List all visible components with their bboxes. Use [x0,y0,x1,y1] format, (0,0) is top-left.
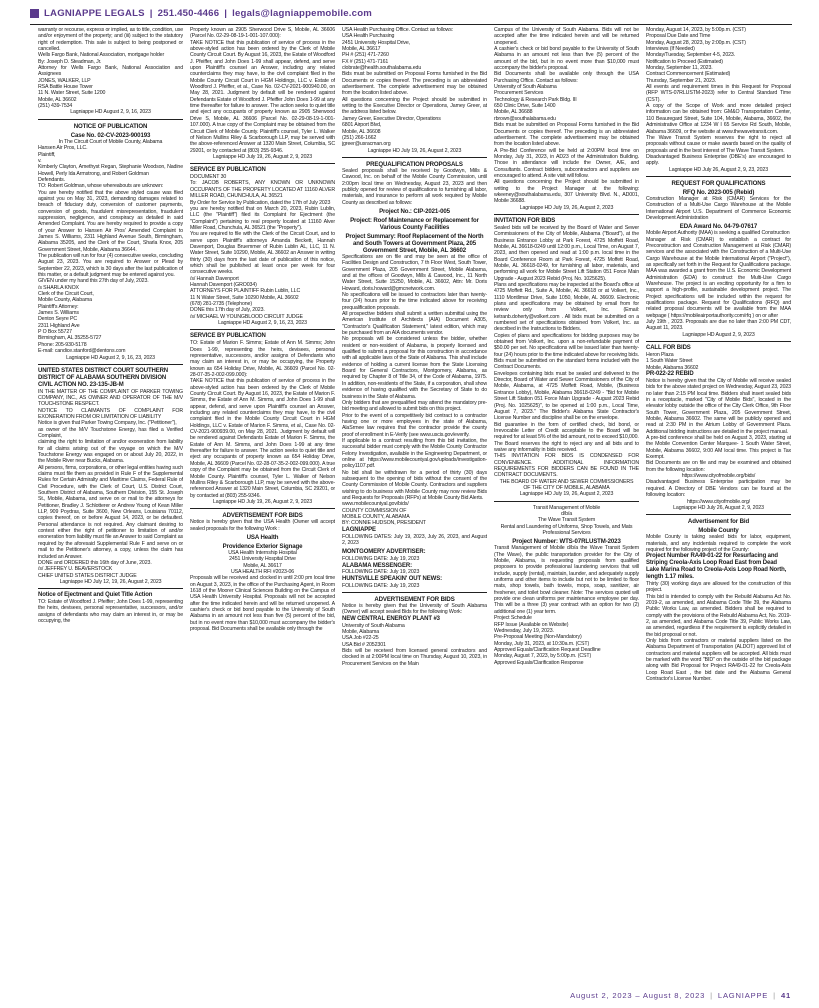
notice-divider [646,176,791,177]
notice-divider [190,508,335,509]
notice-text-centered: In The Circuit Court of Mobile County, Alabama [58,138,163,145]
notice-heading: LAGNIAPPE [342,526,376,533]
notice-heading: Mobile County [698,527,739,535]
notice-text: All persons, firms, corporations, or other legal entities having such claims must file them as provided in Rule F of the Supplemental Rules for Certain Admiralty and Maritime Claims, Federal Rule of Civil Procedure, with the Clerk of Court, U.S. District Court, Southern District of Alabama, Southern Division, 155 St. Joseph St., Mobile, Alabama, and serve on or mail to the attorneys for Petitioner, Bradley J. Schlotterer or Andrew Young of Kean Miller LLP, 909 Poydras, Suite 3600, New Orleans, Louisiana 70112, copies thereof, on or before August 14, 2023, or be defaulted. Personal attendance is not required. Any claimant desiring to contest either the right of petitioner to limitation of and/or exoneration from liability must file an Answer to said Complaint as required by the aforesaid Supplemental Rule F and serve on or mail to the Petitioner's attorney, a copy, unless the claim has included an Answer. [38,464,183,560]
notice-text: Phone: 205-930-5178 [38,341,87,348]
notice-heading: PREQUALIFICATION PROPOSALS [366,160,463,168]
header-email[interactable]: legals@lagniappemobile.com [232,7,372,19]
publication-dates: Lagniappe HD July 19, 26, August 2, 2023 [519,491,614,498]
notice-text: P O Box 55727 [38,329,72,336]
notice-text-centered: USA Health Internship Hospital [228,549,297,556]
notice-text: Notice is given that Parker Towing Company, Inc. ("Petitioner"), [38,420,177,427]
notice-text: Disadvantaged Business Enterprise (DBE's) are encouraged to apply. [646,153,791,167]
notice-text: Bid guarantee in the form of certified check, bid bond, or Irrevocable Letter of Credit acceptable to the Board will be required for at least 5% of the bid amount, not to exceed $10,000. [494,421,639,441]
notice-text: Procurement Services [494,90,544,97]
notice-text: Birmingham, AL 35255-5727 [38,335,102,342]
notice-text: Mobile Airport Authority (MAA) is seeking a qualified Construction [646,230,790,237]
notice-text: Mobile, Alabama 36602 [646,364,699,371]
notice-text: Mobile, AL 36608 [342,128,381,135]
publication-dates: Lagniappe HD July 19, 26, August 2, 9, 2023 [212,498,313,505]
notice-text: RFP Issue (Available on Website) [494,621,569,628]
notice-text: TAKE NOTICE that this publication of service of process in the above-styled action has been ordered by the Clerk of Mobile County Circuit Court. By August 16, 2023, the Estate of Woodford J. Pfeiffer, and John Does 1-99 shall appear, defend, and serve upon Plaintiff's counsel an Answer, including any related counterclaims they may have, to the civil complaint filed in the Mobile County Circuit Court in HGM Holdings, LLC v. Estate of Woodford J. Pfeiffer, et al., Case No. 02-CV-2021-900940.00, on May 28, 2021. Judgment by default will be rendered against Defendants Estate of Woodford J. Pfeiffer John Does 1-99 at any time thereafter for failure to answer. The action seeks to quiet title and eject any occupants of property known as 2905 Sherwood Drive S, Mobile, AL 36606 (Parcel No. 02-29-08-19-1-001-107.000). A true copy of the Complaint may be obtained from the Circuit Clerk of Mobile County. Plaintiff's counsel, Tyler L. Walker of Nelson Mullins Riley & Scarborough LLP, may be served with the above-referenced Answer at 1320 Main Street, Columbia, SC 29201, or by contacted at (803) 255-9346. [190,39,335,154]
notice-text: Contract Commencement (Estimated) [646,71,731,78]
notice-text-centered: Rental and Laundering of Uniforms, Shop Towels, and Mats Professional Services [500,523,633,537]
notice-text: A Pre-Bid Conference will be held at 2:00PM local time on Monday, July 31, 2023, in AD23 of the Administration Building. Those in attendance will include the Owner, A/E, and Consultants. Contract bidders, subcontractors and suppliers are encouraged to attend. A site visit will follow. [494,147,639,179]
header-separator: | [149,7,153,19]
notice-divider [190,163,335,164]
notice-divider [646,341,791,342]
notice-text: Mobile, AL 36602 [38,96,77,103]
publication-dates: Lagniappe HD July 19, 26, August 2, 2023 [367,147,462,154]
notice-text: University of South Alabama [494,84,557,91]
notice-text: All prospective bidders shall submit a written submittal using the American Institute of Architects (AIA) Document A305, "Contractor's Qualification Statement," latest edition, which may be purchased from an AIA documents vendor. [342,311,487,337]
notice-text: Kimberly Clayton, Amethyst Regan, Stephanie Woodson, Nadine Howell, Perly Ida Armstrong, and Robert Goldman [38,164,183,177]
footer-dates: August 2, 2023 – August 8, 2023 [570,990,706,1000]
notice-text: TAKE NOTICE that this publication of service of process in the above-styled action has been ordered by the Clerk of Mobile County Circuit Court. By August 16, 2023, the Estate of Marion F. Simms, the Estate of Ann M. Simms, and John Does 1-99 shall appear, defend, and serve upon Plaintiff's counsel an Answer, including any related counterclaims they may have, to the civil complaint filed in the Mobile County Circuit Court in HGM Holdings, LLC v. Estate of Marion F. Simms, et al., Case No. 02-CV-2021-900939.00, on May 28, 2021. Judgment by default will be rendered against Defendants Estate of Marion F. Simms, the Estate of Ann M. Simms, and John Does 1-99 at any time thereafter for failure to answer. The action seeks to quiet title and eject any occupants of property known as 654 Holiday Drive, Mobile, AL 36609 (Parcel No. 02-28-07-35-2-002-099.000). A true copy of the Complaint may be obtained from the Circuit Clerk of Mobile County. Plaintiff's counsel, Tyler L. Walker of Nelson Mullins Riley & Scarborough LLP, may be served with the above-referenced Answer at 1320 Main Street, Columbia, SC 29201, or by contacted at (803) 255-9346. [190,378,335,499]
notice-heading: ADVERTISEMENT FOR BIDS [374,596,455,604]
notice-text: Approved Equals/Clarification Response [494,659,584,666]
notice-text: DONE this 17th day of July, 2023. [190,307,265,314]
notice-text: 650 Clinic Drive, Suite 1400 [494,103,556,110]
publication-dates: Lagniappe HD August 2, 9, 16, 2023 [70,109,151,116]
notice-text: Proposal Due Date and Time [646,33,711,40]
notice-text: jgreer@usracman.org [342,141,391,148]
notice-heading: Project Number RA49-01-22 for Resurfacing and Striping Creola-Axis Loop Road East from Dead Lake Marina Road to Creola-Axis Loop Road North, length 1.17 miles. [646,553,787,580]
notice-text: You are hereby notified that the above styled cause was filed against you on May 31, 2023, demanding damages related to breach of fiduciary duty, conversion of customer payments, conversion of goods, fraudulent misrepresentation, fraudulent suppression, negligence, and conspiracy as detailed in said Amended Complaint. You are hereby required to provide a copy of your Answer to Hansen Air Pros' Amended Complaint to James S. Williams, 2311 Highland Avenue South, Birmingham, Alabama 35205, and the Clerk of the Court, Sharla Knox, 205 Government Street, Mobile, Alabama 36644. [38,189,183,253]
notice-heading: MONTGOMERY ADVERTISER: [342,549,426,556]
notice-text: No specifications will be issued to contractors later than twenty-four (24) hours prior to the time indicated above for receiving prequalification proposals. [342,292,487,311]
notice-text: Project Schedule [494,615,532,622]
notice-text: No bid shall be withdrawn for a period of thirty (30) days subsequent to the opening of bids without the consent of the County Commission of Mobile County. Contractors and suppliers wishing to do business with Mobile County may now review Bids and Requests for Proposals (RFPs) at Mobile County Bid Alerts. [342,469,487,501]
notice-text: Defendants. [38,176,65,183]
notice-heading: Providence Exterior Signage [222,542,303,550]
notice-text: You are required to file with the Clerk of the Circuit Court, and to serve upon Plaintiff's attorneys Amanda Beckett, Hannah Davenport, Douglas Bruemmer of Rubin Lublin AL, LLC, 11 N. Water Street, Suite 10290, Mobile, AL 36602 an Answer in writing thirty (30) days from the last date of publication of this notice, which shall be published at least once per week for four consecutive weeks. [190,231,335,276]
publication-dates: Lagniappe HD August 2, 9, 16, 23, 2023 [66,354,155,361]
notice-heading: Notice of Ejectment and Quiet Title Action [38,592,153,599]
notice-text: Only bidders that are prequalified may attend the mandatory pre-bid meeting and allowed to submit bids on this project. [342,399,487,413]
notice-text: By Order for Service by Publication, dated the 17th of July 2023 [190,199,331,206]
notice-text-centered: USA HEALTH RFI #2023-06 [230,568,295,575]
notice-text: 2451 University Hospital Drive, [342,39,411,46]
notice-text: Bids must be submitted on Proposal Forms furnished in the Bid Documents or copies thereof. The preceding is an abbreviated advertisement. The complete advertisement may be obtained from the location listed above. [342,71,487,97]
header-separator: | [224,7,228,19]
notice-text: The Board reserves the right to reject any and all bids and to waive any informality in bids received. [494,440,639,453]
column-2 [190,27,335,982]
notice-text-centered: https://www.cityofmobile.org/ [686,498,751,505]
notice-text: Wednesday, July 19, 2023. [494,627,554,634]
notice-text: FOLLOWING DATE: July 19, 2023 [342,569,420,576]
notice-text: Specifications are on file and may be seen at the office of Facilities Design and Construction, 7 th Floor West, South Tower, Government Plaza, 205 Government Street, Mobile Alabama, and at the offices of Goodwyn, Mills & Cawood, Inc., 11 North Water Street, Suite 15250, Mobile, AL 36602, Attn: Mr. Doris Howard, doris.howard@gmcnetwork.com. [342,253,487,292]
notice-text: 1 South Water Street [646,358,693,365]
brand-square-icon [30,9,39,18]
footer-separator: | [773,990,776,1000]
notice-text: 11 N. Water Street, Suite 1200 [38,90,106,97]
notice-divider [38,119,183,120]
notice-text: Copies of plans and specifications for bidding purposes may be obtained from Volkert, Inc. upon a non-refundable payment of $50.00 per set. No specifications will be issued later than twenty-four (24) hours prior to the time indicated above for receiving bids. [494,332,639,358]
notice-heading: INVITATION FOR BIDS [494,217,556,224]
notice-heading: RFQ No. 2023-005 (Rebid) [682,188,755,196]
notice-text: Notice is hereby given that the USA Health (Owner will accept sealed proposals for the following Work : [190,519,335,532]
notice-text: Notice is hereby given that the University of South Alabama (Owner) will accept sealed Bids for the following Work: [342,603,487,616]
publication-dates: Lagniappe HD July 19, 26, August 2, 9, 2023 [212,153,313,160]
notice-text: Notice is hereby given that the City of Mobile will receive sealed bids for the above stated project on Wednesday, August 23, 2023 no later than 2:15 PM local time. Bidders shall insert sealed bids in a receptacle, marked "City of Mobile Bids", located in the elevator lobby outside the office of the City Clerk Office, 9th Floor South Tower, Government Plaza, 205 Government Street, Mobile, Alabama 36602. The same will be publicly opened and read at 2:30 PM in the Atrium Lobby of Government Plaza. Additional bidding instructions are detailed in the project manual. [646,377,791,435]
notice-heading: Project Summary: Roof Replacement of the North and South Towers at Government Plaza, 205 Government Street, Mobile, AL 36602 [345,232,484,254]
notice-text: Monday, July 31, 2023, at 10:30a.m. (CST) [494,640,590,647]
notice-text: Sealed proposals shall be received by Goodwyn, Mills & Cawood, Inc. on behalf of the Mobile County Commission, until 2:00pm local time on Wednesday, August 23, 2023 and then publicly opened for review of qualifications to furnishing all labor, materials, and insurance to perform all work required by Mobile County as described as follows: [342,167,487,206]
notice-text: (251) 439-7534 [38,103,73,110]
notice-text: MOBILE COUNTY, ALABAMA [342,514,410,521]
publication-dates: Lagniappe HD August 2, 9, 16, 23, 2023 [218,320,307,327]
notice-text-centered: OF THE CITY OF MOBILE, ALABAMA [523,484,610,491]
notice-text: No proposals will be considered unless the bidder, whether resident or non-resident of Alabama, is properly licensed and qualified to submit a proposal for this construction in accordance with all applicable laws of the State of Alabama. This shall include evidence of holding a current license from the State Licensing Board for General Contractors, Montgomery, Alabama, as required by Chapter 8 of Title 34, of the Code of Alabama, 1975. In addition, non-residents of the State, if a corporation, shall show evidence of having qualified with the Secretary of State to do business in the State of Alabama. [342,336,487,400]
notice-text: Monday, August 28, 2023, by 2:00p.m. (CST) [646,39,746,46]
page-footer [570,989,791,1001]
notice-text: Monday, August 7, 2023, by 5:00p.m. (CST) [494,653,592,660]
notice-text-centered: Mobile, AL 36617 [243,562,282,569]
notice-text: Plaintiff's Attorney: [38,303,79,310]
notice-text: Mobile, AL 36688 [494,109,533,116]
publication-dates: Lagniappe HD July 19, 26, August 2, 2023 [519,204,614,211]
notice-text: Plans and specifications may be inspected at the Board's office at 4725 Moffett Rd., Suite A, Mobile, AL 36618 or at Volkert, Inc., 1110 Montlimar Drive, Suite 1050, Mobile, AL 36609. Electronic plans and specifications may be obtained by email from for review only from Volkert, Inc. (Email: ketranb.doherty@volkert.com . All bids must be submitted on a numbered set of specifications obtained from Volkert, Inc. as described in the Instructions to Bidders. [494,281,639,333]
notice-heading: Advertisement for Bid [687,518,750,526]
notice-text: USA Health Purchasing [342,33,395,40]
notice-heading: CIVIL ACTION NO. 23-135-JB-M [38,381,124,388]
column-4 [494,27,639,982]
notice-text: All questions concerning the Project should be submitted in writing to the Project Manager at the following: wkeeney@southalabama.edu, 307 University Blvd. N., AD001, Mobile 36688. [494,179,639,205]
notice-text: Bids must be submitted on the standard forms included with the Contract Documents. [494,358,639,371]
publication-dates: Lagniappe HD July 26, August 2, 9, 23, 2023 [668,166,769,173]
notice-heading: NOTICE OF PUBLICATION [73,122,148,130]
notice-text: If applicable to a contract resulting from this bid invitation, the successful bidder must comply with the Mobile County Contractor Felony Investigation, available in the Engineering Department, or online at https://www.mobilecountyal.gov/uploads/investigation-policy1107.pdf. [342,437,487,470]
notice-text: Envelopes containing bids must be sealed and delivered to the Director, Board of Water and Sewer Commissioners of the City of Mobile, Alabama, at 4725 Moffett Road, Mobile, (Business Entrance Lobby), Mobile, Alabama 36618-0249 - "Bid for Mobile Street Lift Station 051 Force Main Upgrade - August 2023 Rebid (Proj. No. 1025625)", to be opened at 1:00 p.m., Local Time, August 7, 2023." The Bidder's Alabama State Contractor's License Number and discipline shall be on the envelope. [494,370,639,422]
notice-text: Disadvantaged Business Enterprise participation may be required. A Directory of DBE Vendors can be found at the following location: [646,479,791,499]
notice-text: NOTICE TO CLAIMANTS OF COMPLAINT FOR EXONERATION FROM OR LIMITATION OF LIABILITY [38,407,183,420]
notice-text: Approved Equals/Clarification Request Deadline [494,646,601,653]
notice-heading: SERVICE BY PUBLICATION [190,167,266,174]
notice-text: This bid is intended to comply with the Rebuild Alabama Act No. 2019-2, as amended, and Alabama Code Title 39, the Alabama Public Works Law, as amended. Bidders shall be required to comply with the provisions of the Rebuild Alabama Act, No. 2019-2, as amended, and Alabama Code Title 39, Public Works Law, as amended, regardless if the requirement is explicitly detailed in the bid proposal or not. [646,593,791,638]
notice-text: DONE and ORDERED this 16th day of June, 2023. [38,559,152,566]
notice-heading: HUNTSVILLE SPEAKIN' OUT NEWS: [342,575,442,582]
notice-text: FOLLOWING DATE: July 19, 2023 [342,582,420,589]
notice-text: Proposals will be received and clocked in until 2:00 pm local time on August 3, 2023, in the office of the Purchasing Agent, in Room 1618 of the Moorer Clinical Sciences Building on the Campus of USA Health University Hospital. Proposals will not be accepted after the time indicated herein and will be returned unopened. A cashier's check or bid bond payable to the University of South Alabama in an amount not less than five (5) percent of the bid, but in no event more than $10,000 must accompany the bidder's proposal. Bid Documents shall be available only through the [190,575,335,633]
header-brand: LAGNIAPPE LEGALS [44,7,145,19]
notice-text: Transit Management of Mobile d/b/a the Wave Transit System (The Wave), the public transportation provider for the City of Mobile, Alabama, is requesting proposals from qualified proposers to provide professional laundering services that will include, supply (rental), maintain, launder, and adequately supply uniforms and other items to include but not to be limited to floor mats, shop towels, bath towels, mops, soap, sanitizer, air freshener, and toilet bowl cleaner. Note: The services quoted will provide one clean uniforms per maintenance employee per day. This will be a three (3) year contract with an option for two (2) additional one (1) year term. [494,545,639,615]
legal-columns [38,27,792,982]
notice-text: Mobile, Alabama [342,629,380,635]
notice-text: claiming the right to limitation of and/or exoneration from liability for all claims arising out of the voyage on which the M/V Touchstone Energy was engaged on or about July 20, 2022, in the Mobile River near Bucks, Alabama. [38,439,183,465]
footer-separator: | [710,990,713,1000]
notice-text: By: Joseph D. Steadman, Jr. [38,58,102,65]
notice-text: FOLLOWING DATES: July 19, 2023, July 26, 2023, and August 2, 2023 [342,533,487,546]
notice-heading: CALL FOR BIDS [646,345,691,352]
notice-text: Construction Manager at Risk (CMAR) Services for the Construction of a Multi-Use Cargo Warehouse at the Mobile International Airport U.S. Department of Commerce Economic Development Administration [646,195,791,221]
notice-text: Denton Seyre PC [38,316,78,323]
notice-text: Bid Documents shall be available only through the USA Purchasing Office. Contact as follows: [494,71,639,84]
notice-text: A pre-bid conference shall be held on August 3, 2023, starting at the Mobile Convention Center Marquee- 1 South Water Street, Mobile, Alabama 36602, 9:00 AM local time. This project is Tax Exempt. [646,435,791,461]
notice-heading: REQUEST FOR QUALIFICATIONS [671,179,766,187]
notice-text: THIS INVITATION FOR BIDS IS CONDENSED FOR CONVENIENCE. ADDITIONAL INFORMATION REQUIREMENTS FOR BIDDERS CAN BE FOUND IN THE CONTRACT DOCUMENTS. [494,453,639,479]
notice-text: clobrate@health.southalabama.edu [342,65,422,72]
notice-text: Bids will be received from licensed general contractors and clocked in at 2:00PM local time on Thursday, August 10, 2023, in Procurement Services on the Main [342,648,487,667]
notice-text: Mobile County is taking sealed bids for labor, equipment, materials, and any incidentals required to complete the work required for the following project of the County: [646,534,791,553]
notice-divider [342,592,487,593]
notice-text: Pre-Proposal Meeting (Non-Mandatory) [494,634,582,641]
notice-text: Thirty (30) working days are allowed for the construction of this project. [646,580,791,594]
notice-text: Prior to the event of a competitively bid contract to a contractor having one or more employees in the state of Alabama, AlaSrmee law requires that the contractor provide the county proof of enrollment in E-Verify (see www.uscis.gov/everify. [342,412,487,438]
page-header [30,6,790,20]
notice-text: Monday/Tuesday, September 4-5, 2023. [646,52,736,59]
notice-text: E-mail: candice.stanford@dentons.com [38,348,126,355]
notice-text: Monday, August 14, 2023, by 5:00p.m. (CST) [646,27,746,33]
notice-text: GIVEN under my hand this 27th day of July, 2023. [38,278,149,285]
notice-text: warranty or recourse, express or implied, as to title, condition, use and/or enjoyment of the property; and (iii) subject to the statutory right of redemption. This sale is subject to being postponed or cancelled. [38,27,183,53]
notice-text: Hannah Davenport (GRO034) [190,281,257,288]
notice-text: University of South Alabama [342,622,405,629]
header-phone: 251.450-4466 [157,7,220,19]
notice-text: JONES, WALKER, LLP [38,77,91,84]
notice-text: v. [38,157,42,164]
notice-text-centered: The Wave Transit System [537,517,596,524]
notice-text-centered: 2451 University Hospital Drive [229,556,296,563]
notice-text: Mobile County, Alabama [38,297,92,304]
notice-text: www.mobilecountyal.gov/bids/ [342,501,409,508]
notice-divider [494,501,639,502]
notice-text: BY: CONNIE HUDSON, PRESIDENT [342,520,426,527]
notice-text: Plaintiff, [38,151,56,158]
notice-text: Wells Fargo Bank, National Association, mortgage holder [38,52,165,59]
notice-heading: Case No. 02-CV-2023-900193 [70,131,151,139]
notice-text: Notification to Proceed (Estimated) [646,58,723,65]
notice-heading: PR-022-22 REBID [646,371,694,378]
publication-dates: Lagniappe HD July 12, 19, 26, August 2, 2023 [59,578,162,585]
notice-text: USA Job #22-25 [342,635,379,642]
notice-heading: Project Number: WTS-07RLUSTM-2023 [512,538,621,546]
notice-text: The publication will run for four (4) consecutive weeks, concluding August 23, 2023. You are required to Answer or Plead by September 22, 2023, which is 30 days after the last publication of this matter, or a default judgment may be entered against you. [38,253,183,279]
notice-text: rbrown@southalabama.edu [494,115,556,122]
notice-heading: Project: Roof Maintenance or Replacement for Various County Facilities [350,216,479,231]
publication-dates: Lagniappe HD July 26, August 2, 9, 2023 [673,504,764,511]
header-rule [30,24,792,25]
notice-text: IN THE MATTER OF THE COMPLAINT OF PARKER TOWING COMPANY, INC., AS OWNER AND OPERATOR OF THE M/V TOUCHSTONE RESPECT. [38,388,183,408]
notice-text: All questions concerning the Project should be submitted in writing to the Executive Director or Operations, Jamey Greer, at the address listed below. [342,96,487,116]
notice-text: All events and requirement times in this Request for Proposal (RFP WTS-07RLUSTM-2023) refer to Central Standard Time (CST). [646,84,791,103]
notice-text: FOLLOWING DATE: July 19, 2023 [342,556,420,563]
notice-text: Clerk of the Circuit Court, [38,291,94,298]
notice-text-centered: Transit Management of Mobile [532,504,601,511]
notice-text-centered: d/b/a [560,511,573,517]
notice-text: To: JACOB ROBERTS, ANY KNOWN OR UNKNOWN OCCUPANTS OF THE PROPERTY LOCATED AT 11160 ALVER MILLER ROAD, CHUNCHULA, AL 36521 [190,180,335,200]
notice-text: /s/ JEFFREY U. BEAVERSTOCK [38,566,113,573]
notice-text: /s/ Hannah Davenport [190,275,239,282]
notice-text: Interviews (If Needed) [646,46,695,53]
notice-text: Manager at Risk (CMAR) to establish a contract for Preconstruction and Construction Management at Risk (CMAR) services and the associated with the Construction of a Multi-Use Cargo Warehouse at the Mobile International Airport ("Project"), as specifically set forth in the Request for Qualifications package. MAA was awarded a grant from the U.S. Economic Development Administration (EDA) to construct the Multi-Use Cargo Warehouse. The project is an exciting opportunity for a firm to support a high-profile, sustainable development project. The Project specifications will be included within the request for qualifications package. Request for Qualifications (RFQ) and related proposal documents will be available from the MAA webpage ( https://mobileairportauthority.com/rfq ) on or after [646,236,791,319]
notice-text: you are hereby notified that on March 20, 2023, Rubin Lublin, LLC (the "Plaintiff") filed its Complaint for Ejectment (the "Complaint") pertaining to real property located at 11160 Alver Miller Road, Chunchula, AL 36521 (the "Property"). [190,205,335,231]
notice-text: Monday, September 11, 2023. [646,65,713,72]
notice-heading: ADVERTISEMENT FOR BIDS [222,512,303,520]
notice-text: Property known as 2905 Sherwood Drive S, Mobile, AL 36606 (Parcel No. 02-29-08-19-1-001-107.000): [190,27,335,40]
notice-text: Attorney for Wells Fargo Bank, National Association and Assignees [38,65,183,78]
notice-divider [646,514,791,515]
notice-divider [190,329,335,330]
notice-text: DOCUMENT 30 [190,174,227,181]
notice-text: Heron Plaza [646,352,674,359]
notice-heading: USA Health [246,533,279,541]
notice-divider [342,157,487,158]
notice-text-centered: https://www.cityofmobile.org/bids/ [681,473,756,480]
notice-heading: Project No.: CIP-2021-005 [379,207,450,215]
notice-text: Thursday, September 21, 2023. [646,77,716,84]
notice-text: Bids must be submitted on Proposal Forms furnished in the Bid Documents or copies thereof. The preceding is an abbreviated advertisement. The complete advertisement may be obtained from the location listed above. [494,122,639,148]
notice-text: Bid Documents are on file and may be examined and obtained from the following location: [646,460,791,473]
column-5 [646,27,791,982]
column-1 [38,27,183,982]
notice-text: The Wave Transit System reserves the right to reject all proposals without cause or make awards based on the quality of proposals and in the best interest of The Wave Transit System. [646,134,791,154]
notice-text-centered: THE BOARD OF WATER AND SEWER COMMISSIONERS [499,478,634,485]
notice-text: Sealed bids will be received by the Board of Water and Sewer Commissioners of the City of Mobile, Alabama ("Board"), at the Business Entrance Lobby at Park Forest, 4725 Moffett Road, Mobile, AL 36618-0249 until 12:00 p.m., Local Time, on August 7, 2023, and then opened and read at 1:00 p.m. local time in the Board Conference Room at Park Forest, 4725 Moffett Road, Mobile, AL 36618-0249, for furnishing all labor, materials, and performing all work for Mobile Street Lift Station 051 Force Main Upgrade - August 2023 Rebid (Proj. No. 1025625). [494,224,639,282]
notice-text: USA Bid # 2052301 [342,641,386,648]
notice-text: USA Health Purchasing Office. Contact as follows: [342,27,454,33]
footer-publication: LAGNIAPPE [717,990,769,1000]
notice-text: Only bids from contractors or material suppliers listed on the Alabama Department of Transportation (ALDOT) approved list of contractors and material suppliers will be accepted. All bids must be marked with the word "BID" on the outside of the bid package along with Bid Proposal for Project RA49-01-22 for Creola-Axis Loop Road East , the bid date and the Alabama General Contractor's License Number. [646,637,791,682]
notice-text: Mobile, AL 36617 [342,46,381,53]
column-3 [342,27,487,982]
notice-heading: ALABAMA MESSENGER: [342,562,412,569]
notice-text: (251) 266-1662 [342,134,377,141]
notice-text: 11 N Water Street, Suite 10290 Mobile, AL 36602 [190,294,299,301]
notice-heading: EDA Award No. 04-79-07617 [679,223,758,231]
notice-text: A copy of the Scope of Work and more detailed project information can be obtained from: GM&O Transportation Center, 110 Beauregard Street, Suite 104, Mobile, Alabama, 36602, the Administrative Office at 1234 W I 65 Service Rd South, Mobile, Alabama 36609, or the website at www.thewavetransit.com. [646,103,791,135]
notice-heading: SERVICE BY PUBLICATION [190,333,266,340]
notice-text: Technology & Research Park Bldg. III [494,96,577,103]
notice-divider [38,588,183,589]
notice-text: COUNTY COMMISSION OF [342,507,407,514]
notice-heading: UNITED STATES DISTRICT COURT SOUTHERN DISTRICT OF ALABAMA SOUTHERN DIVISION [38,367,169,381]
notice-divider [38,364,183,365]
notice-divider [494,214,639,215]
page-number: 41 [780,990,791,1000]
notice-text: James S. Williams [38,310,79,317]
notice-text: ATTORNEYS FOR PLAINTIFF Rubin Lublin, LLC [190,288,301,295]
notice-text: TO: Robert Goldman, whose whereabouts are unknown: [38,183,164,190]
publication-dates: Lagniappe HD August 2, 9, 2023 [682,331,755,338]
notice-heading: NEW CENTRAL ENERGY PLANT #3 [342,615,440,622]
notice-text: RSA Battle House Tower [38,84,93,91]
notice-text: Hansen Air Pros, LLC. [38,145,88,152]
notice-text: (678) 281-2735 (Telephone) [190,301,252,307]
notice-text: Jamey Greer, Executive Director, Operations [342,115,441,122]
notice-text: 2311 Highland Ave [38,322,80,329]
notice-text: 6801 Airport Blvd, [342,122,382,129]
notice-text: TO: Estate of Marion F. Simms; Estate of Ann M. Simms; John Does 1-99, representing the heirs, devisees, personal representative, successors, and/or assigns of Defendants who may claim an interest in, or may be occupying, the Property known as 654 Holiday Drive, Mobile, AL 36609 (Parcel No. 02-28-07-35-2-002-099.000): [190,340,335,378]
notice-text: PH # (251) 471-7260 [342,52,389,59]
notice-text: /s SHARLA KNOX [38,284,79,291]
notice-text: Campus of the University of South Alabama. Bids will not be accepted after the time indicated herein and will be returned unopened. [494,27,639,46]
notice-text: as owner of the M/V Touchstone Energy, has filed a Verified Complaint, [38,426,183,439]
notice-text: /s/ MICHAEL W YOUNGBLOOD CIRCUIT JUDGE [190,313,303,320]
notice-text: CHIEF UNITED STATES DISTRICT JUDGE [38,572,137,579]
notice-text: July 19th , 2023. Proposals are due no later than 2:00 PM CDT, August 11, 2023. [646,319,791,332]
notice-text: FX # (251) 471-7161 [342,58,389,65]
notice-text: A cashier's check or bid bond payable to the University of South Alabama in an amount not less than five (5) percent of the amount of the bid, but in no event more than $10,000 must accompany the bidder's proposal. [494,46,639,72]
notice-text: TO: Estate of Woodford J. Pfeiffer; John Does 1-99, representing the heirs, devisees, personal representative, successors, and/or assigns of defendants who may claim an interest in, or may be occupying, the [38,599,183,625]
